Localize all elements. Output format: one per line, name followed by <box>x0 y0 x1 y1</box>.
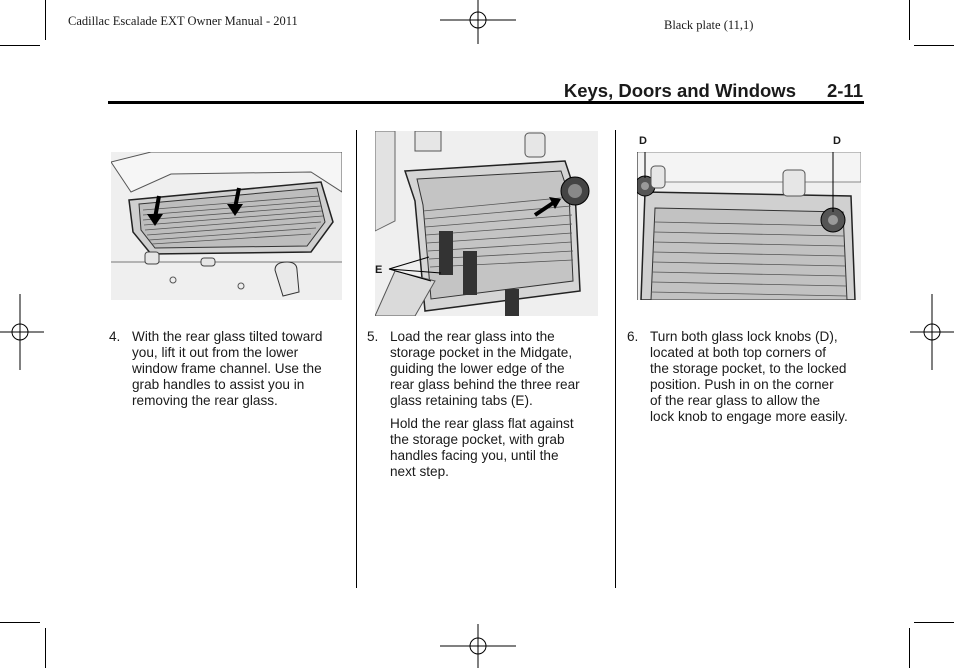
step-line: removing the rear glass. <box>132 393 278 408</box>
figure-glass-lock-knobs <box>637 152 861 300</box>
callout-d-left: D <box>639 135 647 147</box>
note-line: Hold the rear glass flat against <box>390 416 574 431</box>
step-line: window frame channel. Use the <box>132 361 322 376</box>
column-divider-2 <box>615 130 616 588</box>
step-number: 6. <box>627 329 639 344</box>
step-text <box>650 329 848 425</box>
registration-mark-bottom <box>440 624 516 668</box>
step-line: glass retaining tabs (E). <box>390 393 533 408</box>
step-number: 5. <box>367 329 379 344</box>
step-line: position. Push in on the corner <box>650 377 834 392</box>
step-line: lock knob to engage more easily. <box>650 409 848 424</box>
page-number: 2-11 <box>826 80 863 101</box>
step-line: located at both top corners of <box>650 345 827 360</box>
step-line: Turn both glass lock knobs (D), <box>650 329 838 344</box>
step-line: Load the rear glass into the <box>390 329 555 344</box>
column-divider-1 <box>356 130 357 588</box>
step-line: of the rear glass to allow the <box>650 393 821 408</box>
step-text <box>132 329 322 409</box>
step-5-note <box>390 416 610 480</box>
step-line: rear glass behind the three rear <box>390 377 580 392</box>
step-line: the storage pocket, to the locked <box>650 361 847 376</box>
registration-mark-left <box>0 294 44 370</box>
plate-label: Black plate (11,1) <box>664 18 754 32</box>
step-line: you, lift it out from the lower <box>132 345 299 360</box>
callout-e: E <box>375 264 383 276</box>
note-line: handles facing you, until the <box>390 448 559 463</box>
note-line: the storage pocket, with grab <box>390 432 565 447</box>
step-line: storage pocket in the Midgate, <box>390 345 573 360</box>
note-line: next step. <box>390 464 449 479</box>
title-rule <box>108 101 864 104</box>
registration-mark-top <box>440 0 516 44</box>
section-title: Keys, Doors and Windows <box>563 80 796 101</box>
step-line: guiding the lower edge of the <box>390 361 565 376</box>
step-text <box>390 329 580 409</box>
step-line: grab handles to assist you in <box>132 377 305 392</box>
step-line: With the rear glass tilted toward <box>132 329 323 344</box>
step-number: 4. <box>109 329 121 344</box>
callout-d-right: D <box>833 135 841 147</box>
figure-remove-rear-glass <box>111 152 342 300</box>
figure-load-glass-midgate <box>375 131 598 316</box>
registration-mark-right <box>910 294 954 370</box>
manual-title: Cadillac Escalade EXT Owner Manual - 2011 <box>68 14 298 28</box>
